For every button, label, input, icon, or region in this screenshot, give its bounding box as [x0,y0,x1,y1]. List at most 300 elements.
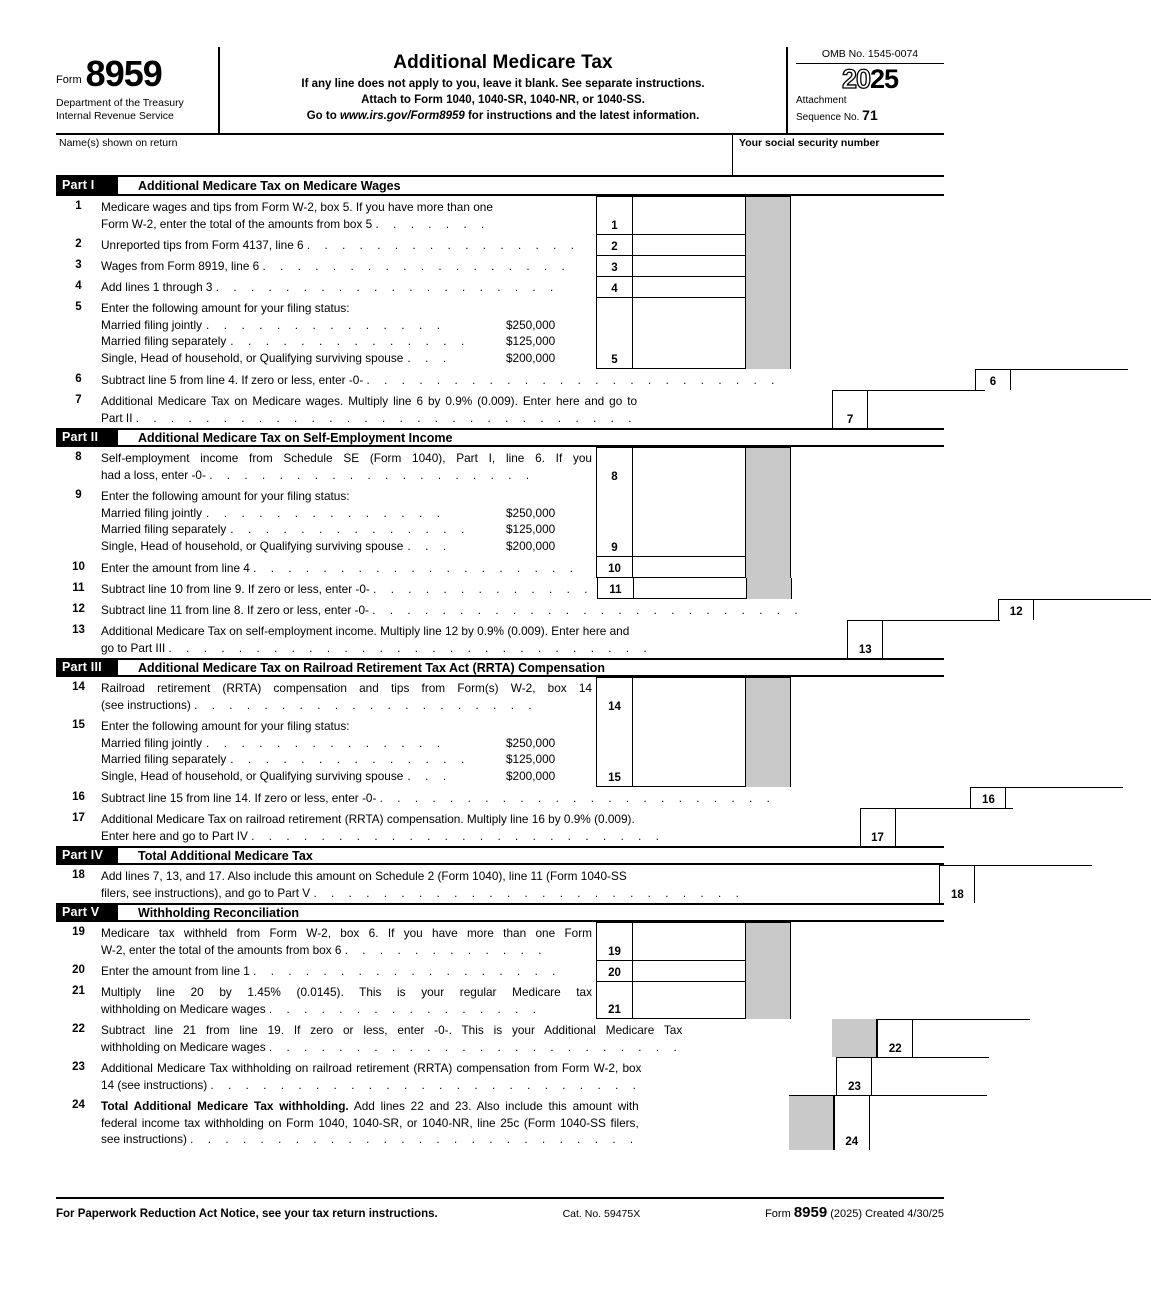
line-number-2: 2 [75,238,82,250]
footer-form-id [765,1204,944,1221]
leader-dots: . . . . . . . . . . . . . . [205,317,446,332]
line-text-6a [101,372,780,390]
line-text-17b [101,828,665,846]
mfs-label: Married filing separately [101,752,227,766]
leader-dots: . . . . . . . . . . . . . . . . [306,240,580,252]
leader-dots: . . . . . . . . . . . . . . . . . . . . . . . . . [372,605,804,617]
line-text-21a: Multiply line 20 by 1.45% (0.0145). This is your regular Medicare tax [101,985,592,999]
part-header-1 [56,177,944,196]
line-text-19b [101,942,592,960]
form-line-11 [56,578,944,599]
filing-status-single-15 [101,768,592,785]
line-text-23b-label: 14 (see instructions) [101,1077,208,1092]
leader-dots: . . . . . . . . . . . . . . . . . . . . . . . . . . [190,1134,639,1146]
form-line-1 [56,196,944,234]
line-20-box-number: 20 [596,961,633,981]
line-10-outer-blank [791,557,944,578]
part-header-4 [56,846,944,865]
form-line-21 [56,981,944,1019]
line-1-box-number: 1 [596,197,633,234]
leader-dots: . . . . . . . [375,218,490,231]
line-text-11-label: Subtract line 10 from line 9. If zero or less, enter -0- [101,582,370,596]
form-line-9 [56,485,944,557]
line-6-entry [975,369,1128,390]
form-line-16 [56,787,995,808]
form-line-22 [56,1019,944,1057]
line-number-23: 23 [72,1061,85,1073]
line-17-amount-input[interactable] [896,809,1013,846]
line-number-22: 22 [72,1023,85,1035]
single-label: Single, Head of household, or Qualifying surviving spouse [101,350,404,365]
footer-form-year: (2025) Created 4/30/25 [827,1208,944,1220]
line-4-entry [596,276,746,297]
line-text-10-label: Enter the amount from line 4 [101,561,250,575]
line-text-1b [101,216,592,234]
line-14-box-number: 14 [596,678,633,715]
line-1-outer-blank [791,196,944,234]
line-3-outer-blank [791,255,944,276]
line-number-6: 6 [75,373,82,385]
line-text-14b-label: (see instructions) [101,697,191,712]
line-20-amount-input[interactable] [633,961,746,981]
line-text-10 [101,557,596,578]
line-text-20a [101,963,592,981]
line-text-11 [101,578,597,599]
mfj-label: Married filing jointly [101,505,202,520]
attachment-block [796,95,944,124]
line-7-entry [832,390,985,428]
goto-suffix: for instructions and the latest information. [464,110,700,122]
footer-form-number: 8959 [793,1204,828,1221]
line-21-entry [596,981,746,1019]
line-text-22a: Subtract line 21 from line 19. If zero or less, enter -0-. This is your Additional Medicare Tax [101,1023,683,1037]
line-text-2 [101,234,596,255]
line-15-box-number: 15 [596,715,633,786]
line-number-20: 20 [72,964,85,976]
sequence-label: Sequence No. [796,112,860,123]
form-line-8 [56,447,944,485]
line-20-entry [596,960,746,981]
line-10-box-number: 10 [596,557,633,577]
leader-dots: . . . . . . . . . . . . . . . . . . . . . . . . . . . . . [135,412,638,425]
line-text-19b-label: W-2, enter the total of the amounts from box 6 [101,942,342,957]
leader-dots: . . . . . . . . . . . . . . . . . . . . [215,282,559,294]
line-text-18b-label: filers, see instructions), and go to Part V [101,885,311,900]
sequence-number: 71 [862,107,878,123]
leader-dots: . . . . . . . . . . . . . . [230,334,470,348]
line-text-16-label: Subtract line 15 from line 14. If zero or less, enter -0- [101,791,377,805]
gray-spacer-blank [815,808,860,846]
omb-number: OMB No. 1545-0074 [821,48,919,60]
attachment-label: Attachment [796,95,847,106]
form-line-3 [56,255,944,276]
single-amount: $200,000 [506,350,556,365]
form-line-6 [56,369,997,390]
form-line-2 [56,234,944,255]
leader-dots: . . . . . . . . . . . . . . . . [268,1003,542,1016]
line-4-outer-blank [791,276,944,297]
filing-status-mfs-9 [101,521,592,538]
header-subtitle-3 [220,110,786,122]
leader-dots: . . . . . . . . . . . . . . . . . . . . . . . [379,793,776,805]
line-text-8b [101,467,592,485]
line-24-entry [834,1095,987,1150]
form-line-15 [56,715,944,787]
part-title-4: Total Additional Medicare Tax [138,848,313,863]
line-24-rest: Add lines 22 and 23. Also include this amount with [348,1099,639,1113]
part-title-5: Withholding Reconciliation [138,905,299,920]
line-text-3-label: Wages from Form 8919, line 6 [101,259,260,273]
line-24-amount-input[interactable] [870,1096,987,1150]
line-17-box-number: 17 [860,809,896,846]
line-text-22 [101,1019,682,1057]
tax-year-suffix: 25 [870,64,899,94]
line-text-17a: Additional Medicare Tax on railroad retirement (RRTA) compensation. Multiply line 16 by 0.9% (0.009). [101,812,635,826]
line-number-16: 16 [72,791,85,803]
mfj-amount: $250,000 [506,735,556,750]
line-number-5: 5 [75,301,82,313]
irs-url-link[interactable]: www.irs.gov/Form8959 [339,110,465,122]
line-text-18a: Add lines 7, 13, and 17. Also include this amount on Schedule 2 (Form 1040), line 11 (Form 1040-SS [101,869,627,883]
form-line-10 [56,557,944,578]
part-label-2: Part II [56,428,118,447]
line-12-inner-blank [803,599,953,620]
line-number-14: 14 [72,681,85,693]
identity-row [56,135,944,177]
filing-status-single-5 [101,350,592,367]
gray-spacer [746,276,791,297]
line-22-box-number: 22 [877,1020,913,1057]
form-line-24 [56,1095,944,1150]
leader-dots: . . . . . . . . . . . . . . . . . . . . . . . . . . . . [168,642,653,655]
line-5-amount-input[interactable] [633,298,746,368]
line-text-24c [101,1131,639,1149]
line-18-entry [939,865,1092,903]
line-text-4a [101,279,592,297]
part-header-3 [56,658,944,677]
gray-spacer [746,981,791,1019]
line-2-amount-input[interactable] [633,235,746,255]
line-text-2-label: Unreported tips from Form 4137, line 6 [101,238,304,252]
part-label-5: Part V [56,903,118,922]
line-text-7b-label: Part II [101,410,133,425]
part-header-5 [56,903,944,922]
line-21-outer-blank [791,981,944,1019]
line-text-19a: Medicare tax withheld from Form W-2, box 6. If you have more than one Form [101,926,592,940]
line-text-7a: Additional Medicare Tax on Medicare wages. Multiply line 6 by 0.9% (0.009). Enter here and go to [101,394,638,408]
goto-prefix: Go to [306,110,340,122]
line-18-box-number: 18 [939,866,975,903]
line-12-box-number: 12 [998,600,1034,620]
line-6-amount-input[interactable] [1011,370,1128,390]
single-label: Single, Head of household, or Qualifying surviving spouse [101,538,404,553]
form-line-18 [56,865,964,903]
line-text-1b-label: Form W-2, enter the total of the amounts from box 5 [101,216,373,231]
gray-spacer [746,960,791,981]
gray-spacer [832,1019,877,1057]
line-10-amount-input[interactable] [633,557,746,577]
footer-form-word: Form [765,1208,794,1220]
line-1-amount-input[interactable] [633,197,746,234]
line-number-13: 13 [72,624,85,636]
line-text-8a: Self-employment income from Schedule SE (Form 1040), Part I, line 6. If you [101,451,592,465]
header-subtitle-2: Attach to Form 1040, 1040-SR, 1040-NR, or 1040-SS. [361,94,645,106]
paperwork-notice: For Paperwork Reduction Act Notice, see your tax return instructions. [56,1208,438,1220]
ssn-label: Your social security number [739,137,880,149]
gray-spacer [746,557,791,578]
line-text-13b-label: go to Part III [101,640,166,655]
line-text-10a [101,560,592,578]
gray-spacer [746,196,791,234]
header-right-block [786,47,944,133]
line-text-17 [101,808,665,846]
line-6-inner-blank [780,369,930,390]
line-4-amount-input[interactable] [633,277,746,297]
line-text-4-label: Add lines 1 through 3 [101,280,213,294]
line-1-entry [596,196,746,234]
mfj-amount: $250,000 [506,505,556,520]
filing-status-mfs-5 [101,333,592,350]
line-number-12: 12 [72,603,85,615]
line-11-amount-input[interactable] [634,578,747,598]
line-6-box-number: 6 [975,370,1011,390]
form-line-20 [56,960,944,981]
form-body [56,177,1023,1150]
line-text-24 [101,1095,639,1150]
line-text-14 [101,677,596,715]
line-text-12 [101,599,803,620]
line-text-7b [101,410,637,428]
line-22-inner-blank [682,1019,832,1057]
line-14-amount-input[interactable] [633,678,746,715]
gray-spacer [746,485,791,557]
line-13-inner-blank [652,620,802,658]
line-number-19: 19 [72,926,85,938]
line-text-12-label: Subtract line 11 from line 8. If zero or less, enter -0- [101,603,369,617]
line-text-9 [101,485,596,557]
line-text-14a: Railroad retirement (RRTA) compensation and tips from Form(s) W-2, box 14 [101,681,592,695]
line-text-21 [101,981,596,1019]
line-text-24a [101,1098,639,1115]
line-text-13a: Additional Medicare Tax on self-employment income. Multiply line 12 by 0.9% (0.009). Enter here and [101,624,630,638]
ssn-field-cell[interactable] [732,135,944,175]
line-text-5 [101,297,596,369]
line-text-3 [101,255,596,276]
line-text-18 [101,865,744,903]
line-text-22b [101,1039,682,1057]
line-9-amount-input[interactable] [633,485,746,556]
leader-dots: . . . . . . . . . . . . . . . . . . . . [194,699,538,712]
line-number-11: 11 [72,582,85,594]
line-number-9: 9 [75,489,82,501]
line-number-10: 10 [72,561,85,573]
line-21-amount-input[interactable] [633,982,746,1018]
form-line-23 [56,1057,944,1095]
leader-dots: . . . . . . . . . . . . . . . . . . . . . . . . [268,1041,683,1054]
gray-spacer-blank [894,865,939,903]
gray-spacer [746,447,791,485]
line-12-amount-input[interactable] [1034,600,1151,620]
line-23-amount-input[interactable] [872,1058,989,1095]
gray-spacer-blank [791,1057,836,1095]
leader-dots: . . . . . . . . . . . . . . . . . . . . . . . . . [210,1079,642,1092]
header-subtitle-1: If any line does not apply to you, leave it blank. See separate instructions. [301,78,705,90]
line-text-19 [101,922,596,960]
line-text-4 [101,276,596,297]
filing-status-mfj-15 [101,735,592,752]
page-title: Additional Medicare Tax [393,52,613,73]
line-text-14b [101,697,592,715]
part-title-3: Additional Medicare Tax on Railroad Retirement Tax Act (RRTA) Compensation [138,660,605,675]
leader-dots: . . . . . . . . . . . . . . . . . . . . . . . . [251,830,665,843]
line-17-entry [860,808,1013,846]
gray-spacer [746,715,791,787]
line-8-amount-input[interactable] [633,448,746,485]
form-line-14 [56,677,944,715]
gray-spacer [746,922,791,960]
line-15-outer-blank [791,715,944,787]
form-line-12 [56,599,1023,620]
line-15-entry [596,715,746,787]
line-number-3: 3 [75,259,82,271]
line-23-box-number: 23 [836,1058,872,1095]
line-21-box-number: 21 [596,982,633,1018]
single-amount: $200,000 [506,538,556,553]
leader-dots: . . . . . . . . . . . . . [373,584,593,596]
leader-dots: . . . . . . . . . . . . . . [230,752,470,766]
form-line-13 [56,620,944,658]
line-text-13 [101,620,652,658]
line-text-24c-label: see instructions) [101,1132,187,1146]
line-22-amount-input[interactable] [913,1020,1030,1057]
line-text-6 [101,369,780,390]
leader-dots: . . . . . . . . . . . . . . . . . . [253,966,561,978]
form-line-17 [56,808,944,846]
leader-dots: . . . . . . . . . . . . . . [205,505,446,520]
line-23-inner-blank [641,1057,791,1095]
gray-spacer [789,1095,834,1150]
line-3-amount-input[interactable] [633,256,746,276]
line-text-18b [101,885,744,903]
line-number-24: 24 [72,1099,85,1111]
line-7-box-number: 7 [832,391,868,428]
leader-dots: . . . [407,768,452,783]
mfs-amount: $125,000 [506,334,556,348]
gray-spacer [746,677,791,715]
leader-dots: . . . . . . . . . . . . . . . . . . . . . . . . [366,375,780,387]
line-7-amount-input[interactable] [868,391,985,428]
filing-status-prompt-9: Enter the following amount for your filing status: [101,489,350,503]
form-line-4 [56,276,944,297]
line-15-amount-input[interactable] [633,715,746,786]
line-2-outer-blank [791,234,944,255]
department-block [56,97,210,124]
line-text-24b: federal income tax withholding on Form 1040, 1040-SR, or 1040-NR, line 25c (Form 1040-SS filers, [101,1115,639,1130]
line-3-entry [596,255,746,276]
line-8-entry [596,447,746,485]
line-8-box-number: 8 [596,448,633,485]
line-16-inner-blank [775,787,925,808]
header-left-block [56,47,220,133]
line-2-box-number: 2 [596,235,633,255]
line-24-bold-lead: Total Additional Medicare Tax withholding. [101,1099,349,1113]
line-number-15: 15 [72,719,85,731]
leader-dots: . . . . . . . . . . . . . . . . . . [262,261,571,273]
line-text-23b [101,1077,641,1095]
line-number-1: 1 [75,200,82,212]
line-11-box-number: 11 [597,578,634,598]
line-14-outer-blank [791,677,944,715]
line-19-amount-input[interactable] [633,923,746,960]
line-16-amount-input[interactable] [1006,788,1123,808]
line-9-entry [596,485,746,557]
line-text-17b-label: Enter here and go to Part IV [101,828,248,843]
form-footer [56,1204,944,1221]
line-18-amount-input[interactable] [975,866,1092,903]
gray-spacer-blank [787,390,832,428]
tax-year [796,64,944,94]
leader-dots: . . . . . . . . . . . . . . . . . . . [253,563,579,575]
line-number-8: 8 [75,451,82,463]
line-20-outer-blank [791,960,944,981]
name-field-cell[interactable] [56,135,732,175]
gray-spacer [746,234,791,255]
form-line-7 [56,390,944,428]
line-3-box-number: 3 [596,256,633,276]
part-label-4: Part IV [56,846,118,865]
line-number-18: 18 [72,869,85,881]
name-label: Name(s) shown on return [59,137,178,149]
leader-dots: . . . . . . . . . . . . . . . . . . . [209,469,535,482]
line-2-entry [596,234,746,255]
line-text-8 [101,447,596,485]
line-5-box-number: 5 [596,298,633,368]
line-23-entry [836,1057,989,1095]
line-text-23a: Additional Medicare Tax withholding on railroad retirement (RRTA) compensation from Form W-2, box [101,1061,642,1075]
line-text-8b-label: had a loss, enter -0- [101,467,206,482]
form-line-5 [56,297,944,369]
line-number-7: 7 [75,394,82,406]
mfs-label: Married filing separately [101,334,227,348]
line-13-amount-input[interactable] [883,621,1000,658]
gray-spacer [746,255,791,276]
line-text-1 [101,196,596,234]
header-title-block [220,47,786,133]
mfs-amount: $125,000 [506,752,556,766]
filing-status-prompt-5: Enter the following amount for your filing status: [101,301,350,315]
line-9-box-number: 9 [596,485,633,556]
line-14-entry [596,677,746,715]
department-line-1: Department of the Treasury [56,97,184,109]
line-text-23 [101,1057,641,1095]
mfj-amount: $250,000 [506,317,556,332]
line-11-outer-blank [792,578,945,599]
single-amount: $200,000 [506,768,556,783]
line-11-entry [597,578,747,599]
form-number: 8959 [85,52,162,94]
line-text-1a: Medicare wages and tips from Form W-2, box 5. If you have more than one [101,200,493,214]
line-9-outer-blank [791,485,944,557]
gray-spacer-blank [925,787,970,808]
mfs-amount: $125,000 [506,522,556,536]
gray-spacer-blank [802,620,847,658]
line-text-6-label: Subtract line 5 from line 4. If zero or less, enter -0- [101,373,364,387]
line-17-inner-blank [665,808,815,846]
line-18-inner-blank [744,865,894,903]
department-line-2: Internal Revenue Service [56,110,174,123]
line-number-4: 4 [75,280,82,292]
line-number-17: 17 [72,812,85,824]
